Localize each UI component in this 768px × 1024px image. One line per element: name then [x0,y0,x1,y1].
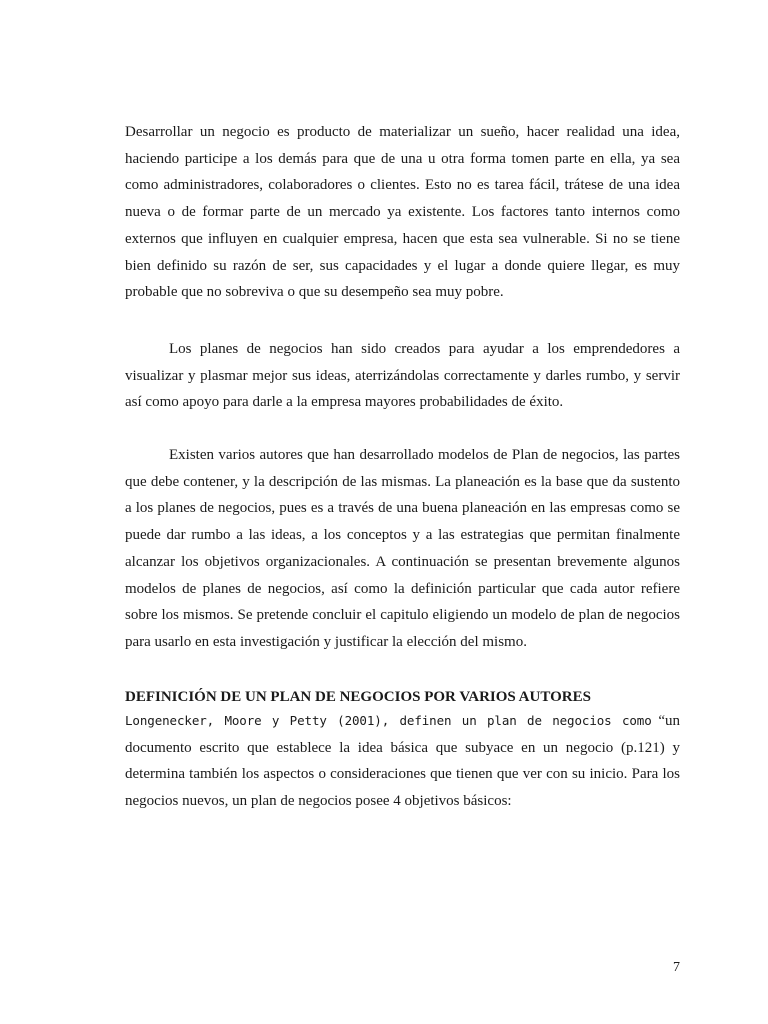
page-number: 7 [673,960,680,975]
paragraph-text: Existen varios autores que han desarrollado modelos de Plan de negocios, las partes que debe contener, y la descripción de las mismas. La planeación es la base que da sustento a los planes de negocios, pues es a través de una buena planeación en las empresas como se puede dar rumbo a las ideas, a los conceptos y a las estrategias que permitan finalmente alcanzar los objetivos organizacionales. A continuación se presentan brevemente algunos modelos de planes de negocios, así como la definición particular que cada autor refiere sobre los mismos. Se pretende concluir el capitulo eligiendo un modelo de plan de negocios para usarlo en esta investigación y justificar la elección del mismo. [125,447,680,650]
body-paragraph [125,119,680,306]
paragraph-text: Desarrollar un negocio es producto de materializar un sueño, hacer realidad una idea, haciendo participe a los demás para que de una u otra forma tomen parte en ella, ya sea como administradores, colaboradores o clientes. Esto no es tarea fácil, trátese de una idea nueva o de formar parte de un mercado ya existente. Los factores tanto internos como externos que influyen en cualquier empresa, hacen que esta sea vulnerable. Si no se tiene bien definido su razón de ser, sus capacidades y el lugar a donde quiere llegar, es muy probable que no sobreviva o que su desempeño sea muy pobre. [125,124,680,301]
paragraph-continuation: “un documento escrito que establece la idea básica que subyace en un negocio (p.121) y determina también los aspectos o consideraciones que tienen que ver con su inicio. Para los negocios nuevos, un plan de negocios posee 4 objetivos básicos: [125,713,680,810]
citation-lead: Longenecker, Moore y Petty (2001), definen un plan de negocios como [125,713,652,728]
body-paragraph [125,708,680,815]
body-paragraph [125,442,680,656]
paragraph-text [125,708,680,815]
section-heading: DEFINICIÓN DE UN PLAN DE NEGOCIOS POR VARIOS AUTORES [125,689,591,705]
body-paragraph [125,336,680,416]
paragraph-text: Los planes de negocios han sido creados para ayudar a los emprendedores a visualizar y plasmar mejor sus ideas, aterrizándolas correctamente y darles rumbo, y servir así como apoyo para darle a la empresa mayores probabilidades de éxito. [125,341,680,411]
